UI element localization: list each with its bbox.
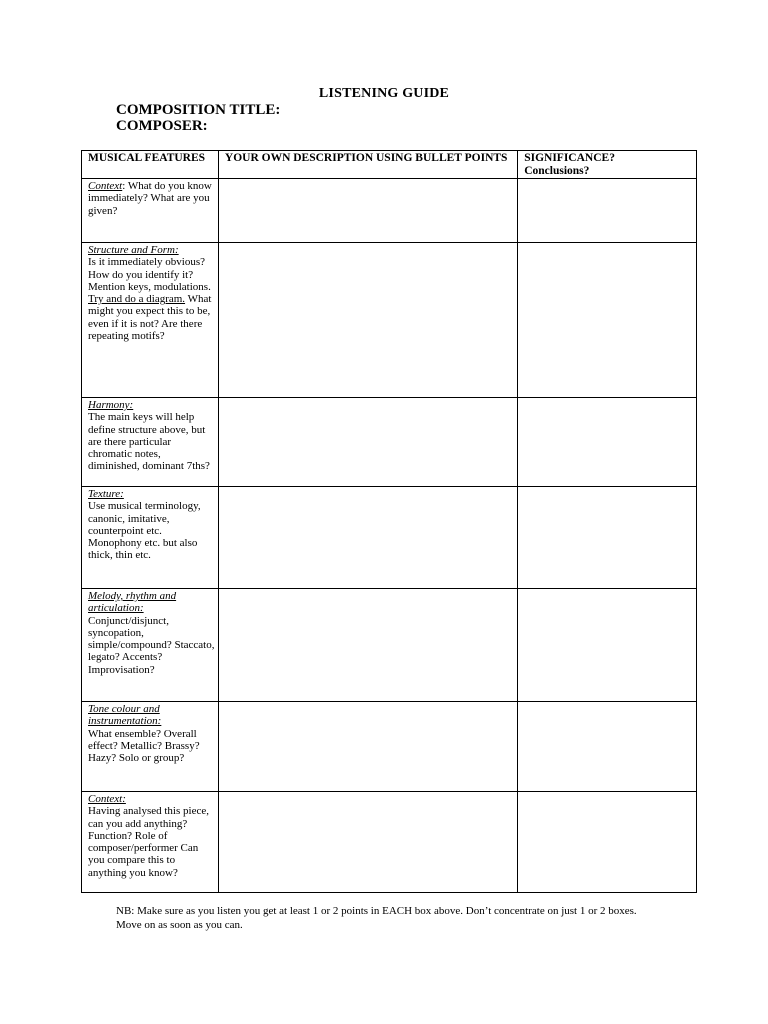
- feature-prompt: Is it immediately obvious? How do you identify it? Mention keys, modulations.: [88, 256, 211, 293]
- feature-prompt: Conjunct/disjunct, syncopation, simple/compound? Staccato, legato? Accents? Improvisation?: [88, 614, 215, 676]
- feature-cell-harmony: [82, 398, 219, 487]
- table-row: [82, 243, 697, 398]
- table-header-row: [82, 151, 697, 179]
- table-row: [82, 589, 697, 702]
- significance-cell[interactable]: [518, 792, 697, 893]
- feature-prompt: Use musical terminology, canonic, imitative, counterpoint etc. Monophony etc. but also thick, thin etc.: [88, 500, 201, 562]
- significance-cell[interactable]: [518, 179, 697, 243]
- significance-cell[interactable]: [518, 398, 697, 487]
- feature-label: Structure and Form:: [88, 244, 179, 256]
- table-row: [82, 179, 697, 243]
- feature-label: Tone colour and instrumentation:: [88, 703, 162, 728]
- description-cell[interactable]: [218, 243, 517, 398]
- feature-prompt: : What do you know immediately? What are you given?: [88, 180, 212, 217]
- feature-prompt: What ensemble? Overall effect? Metallic? Brassy? Hazy? Solo or group?: [88, 727, 200, 765]
- feature-prompt-continued: What might you expect this to be, even if it is not? Are there repeating motifs?: [88, 293, 212, 343]
- description-cell[interactable]: [218, 398, 517, 487]
- description-cell[interactable]: [218, 792, 517, 893]
- header-significance: SIGNIFICANCE? Conclusions?: [518, 151, 697, 179]
- feature-cell-context-final: [82, 792, 219, 893]
- feature-cell-tone-colour: [82, 702, 219, 792]
- feature-label: Texture:: [88, 488, 124, 500]
- description-cell[interactable]: [218, 487, 517, 589]
- page-title: LISTENING GUIDE: [318, 86, 450, 101]
- table-row: [82, 792, 697, 893]
- feature-prompt: The main keys will help define structure above, but are there particular chromatic notes, diminished, dominant 7ths?: [88, 411, 210, 473]
- feature-prompt: Having analysed this piece, can you add anything? Function? Role of composer/performer Can you compare this to anything you know?: [88, 805, 209, 879]
- significance-cell[interactable]: [518, 487, 697, 589]
- header-musical-features: MUSICAL FEATURES: [82, 151, 219, 179]
- feature-prompt-underlined: Try and do a diagram.: [88, 293, 186, 306]
- description-cell[interactable]: [218, 179, 517, 243]
- feature-label: Context:: [88, 793, 126, 805]
- feature-cell-structure: [82, 243, 219, 398]
- description-cell[interactable]: [218, 702, 517, 792]
- composer-label: COMPOSER:: [116, 118, 208, 134]
- table-row: [82, 398, 697, 487]
- header-description: YOUR OWN DESCRIPTION USING BULLET POINTS: [218, 151, 517, 179]
- feature-label: Melody, rhythm and articulation:: [88, 590, 177, 615]
- feature-cell-texture: [82, 487, 219, 589]
- table-row: [82, 487, 697, 589]
- composition-title-label: COMPOSITION TITLE:: [116, 102, 281, 118]
- significance-cell[interactable]: [518, 589, 697, 702]
- significance-cell[interactable]: [518, 243, 697, 398]
- feature-label: Context: [88, 180, 123, 192]
- feature-cell-melody: [82, 589, 219, 702]
- significance-cell[interactable]: [518, 702, 697, 792]
- feature-label: Harmony:: [88, 399, 134, 411]
- description-cell[interactable]: [218, 589, 517, 702]
- footnote: NB: Make sure as you listen you get at least 1 or 2 points in EACH box above. Don’t concentrate on just 1 or 2 boxes. Move on as soon as you can.: [116, 905, 637, 931]
- listening-guide-table: [81, 150, 697, 893]
- table-row: [82, 702, 697, 792]
- feature-cell-context: [82, 179, 219, 243]
